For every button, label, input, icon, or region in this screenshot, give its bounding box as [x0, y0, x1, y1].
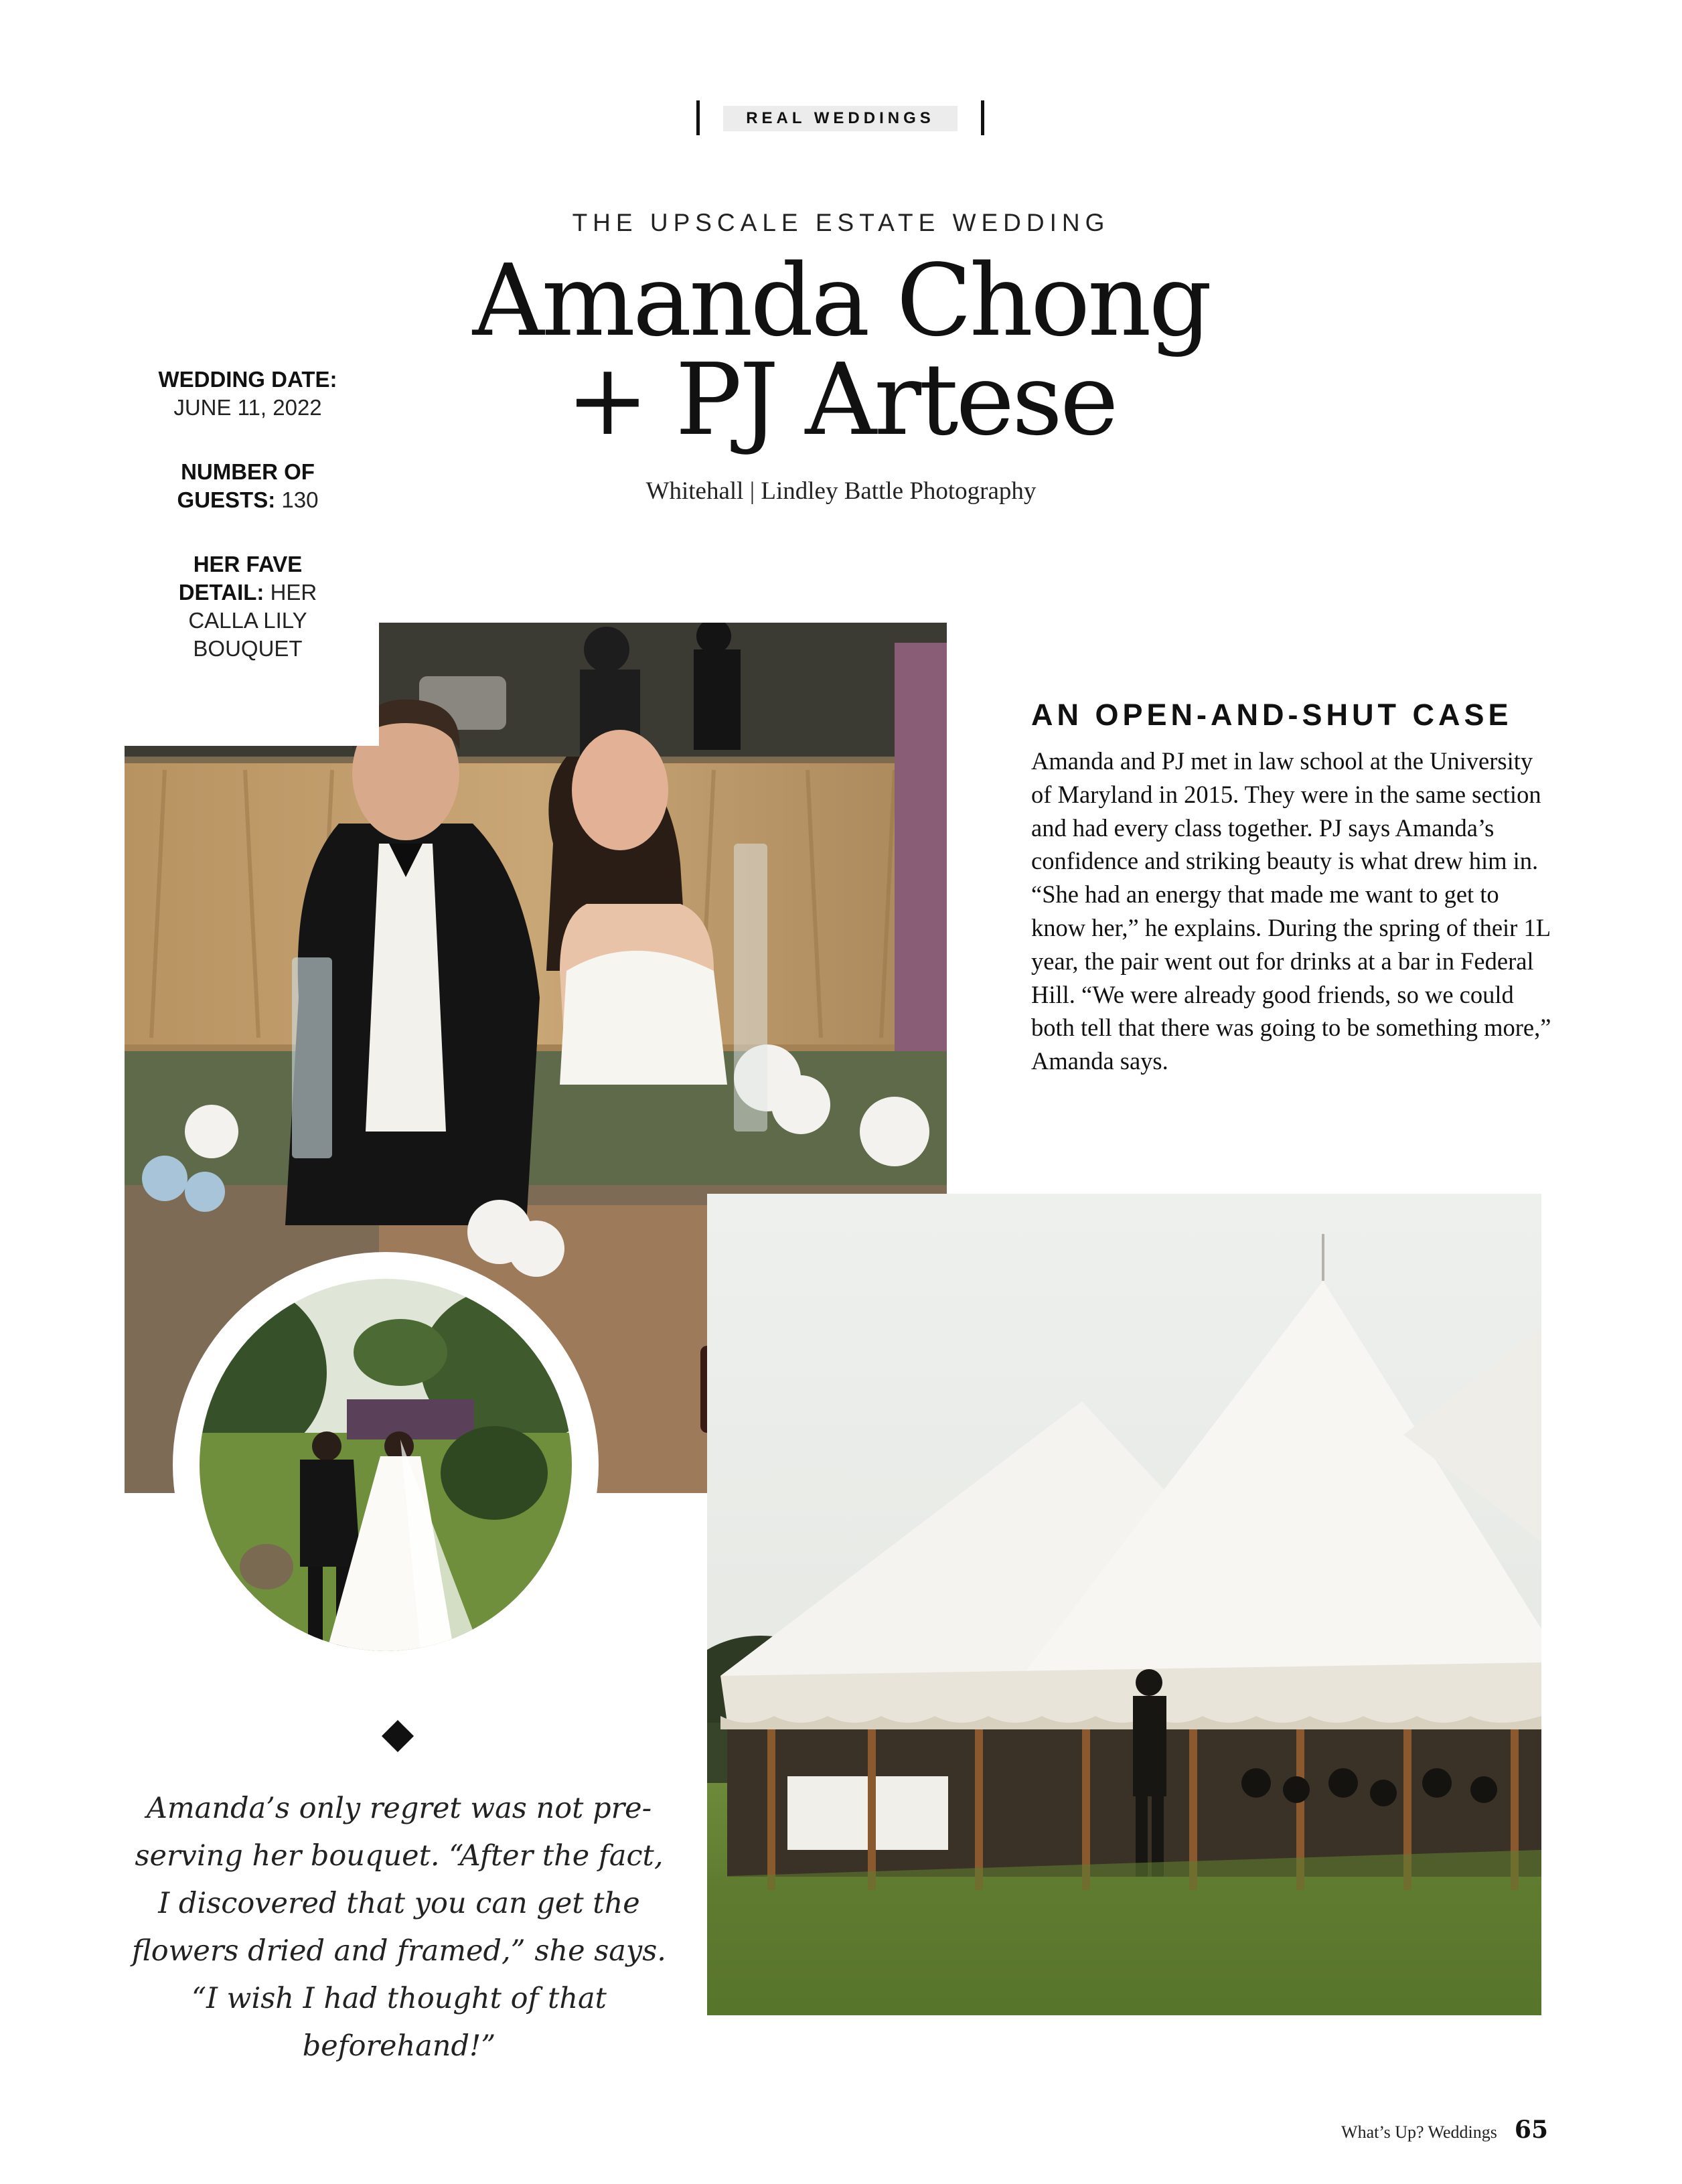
fact-wedding-date — [154, 366, 341, 422]
page-footer — [1341, 2116, 1548, 2144]
fact-value: 130 — [281, 487, 319, 512]
ceremony-photo-frame — [173, 1252, 599, 1678]
kicker: THE UPSCALE ESTATE WEDDING — [572, 209, 1110, 236]
section-tag — [696, 100, 984, 138]
fact-value: JUNE 11, 2022 — [173, 395, 322, 420]
fact-value: HER CALLA LILY BOUQUET — [188, 580, 317, 661]
fact-label: HER FAVE DETAIL: — [178, 552, 303, 605]
title-line-2: + PJ Artese — [566, 342, 1116, 457]
fact-label: NUMBER OF GUESTS: — [177, 459, 315, 512]
ceremony-photo — [200, 1279, 572, 1651]
diamond-ornament — [382, 1720, 414, 1752]
title-line-1: Amanda Chong — [472, 243, 1210, 358]
pull-quote: Amanda’s only regret was not pre-serving her bouquet. “After the fact, I discovered that you can get the flowers dried and framed,” she says. “I wish I had thought of that beforehand!” — [132, 1792, 666, 2063]
section-tag-label: REAL WEDDINGS — [723, 106, 958, 131]
wedding-facts — [154, 366, 341, 699]
fact-guest-count — [154, 458, 341, 514]
article-body: Amanda and PJ met in law school at the University of Maryland in 2015. They were in the same section and had every class together. PJ says Amanda’s confidence and striking beauty is what drew him in. “She had an energy that made me want to get to know her,” he explains. During the spring of their 1L year, the pair went out for drinks at a bar in Federal Hill. “We were already good friends, so we could both tell that there was going to be something more,” Amanda says. — [1031, 747, 1551, 1075]
tent-photo-art — [707, 1194, 1541, 2015]
byline: Whitehall | Lindley Battle Photography — [645, 477, 1037, 505]
tag-right-rule — [981, 100, 984, 135]
fact-fave-detail — [154, 550, 341, 663]
ceremony-photo-art — [200, 1279, 572, 1651]
page-number: 65 — [1514, 2116, 1548, 2144]
article-heading: AN OPEN-AND-SHUT CASE — [1031, 698, 1513, 732]
tag-left-rule — [696, 100, 700, 135]
tent-photo — [707, 1194, 1541, 2015]
publication-name: What’s Up? Weddings — [1341, 2122, 1497, 2142]
fact-label: WEDDING DATE: — [158, 367, 337, 392]
